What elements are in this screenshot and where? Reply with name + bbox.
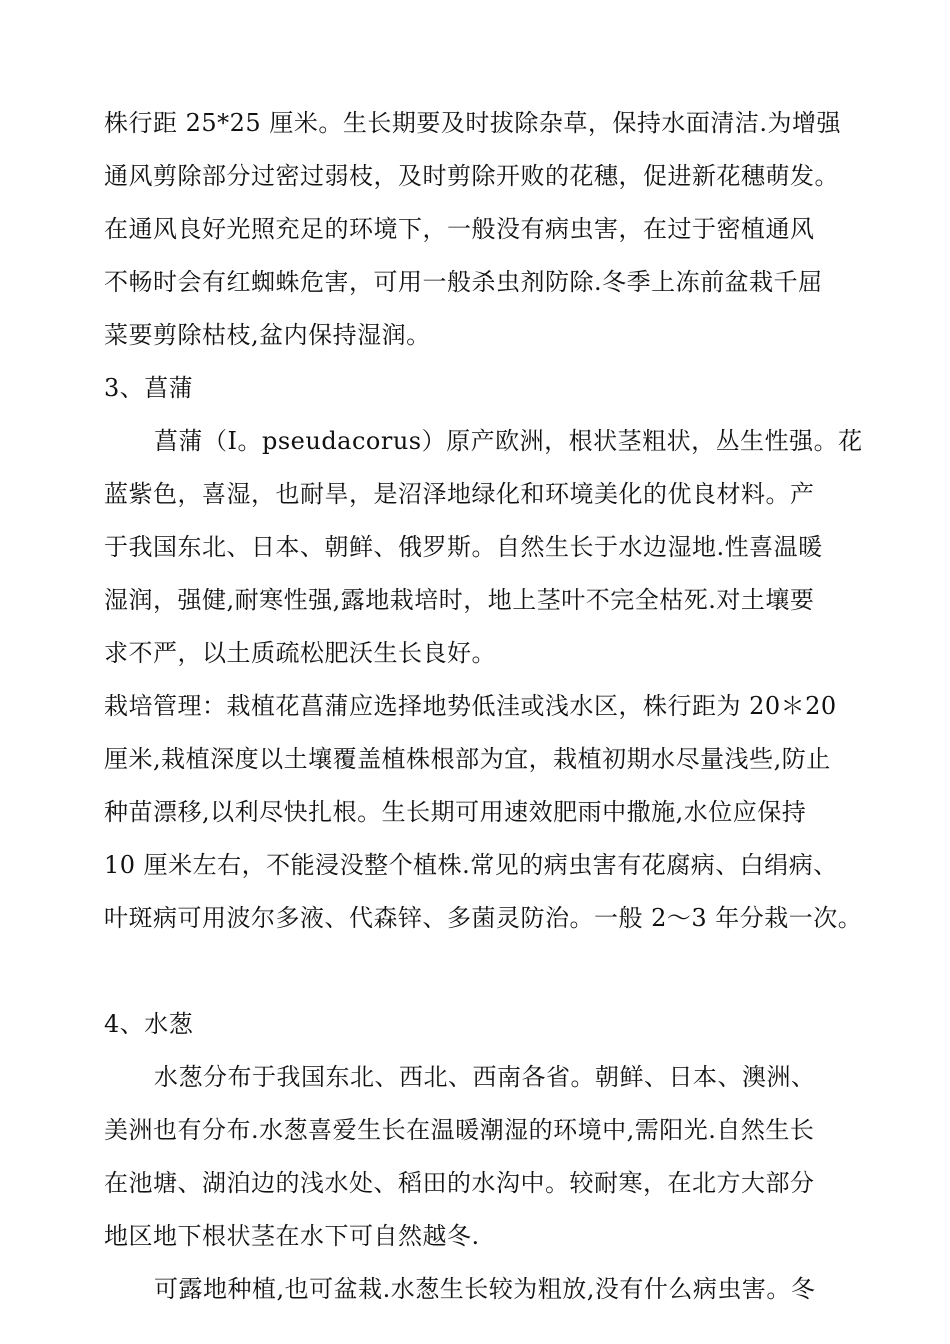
text-line: 栽培管理：栽植花菖蒲应选择地势低洼或浅水区，株行距为 20＊20 <box>104 692 837 720</box>
text-line: 通风剪除部分过密过弱枝，及时剪除开败的花穗，促进新花穗萌发。 <box>104 162 839 190</box>
text-line: 10 厘米左右，不能浸没整个植株.常见的病虫害有花腐病、白绢病、 <box>104 851 838 879</box>
text-line: 菖蒲（I。pseudacorus）原产欧洲，根状茎粗状，丛生性强。花 <box>154 427 863 455</box>
text-line: 于我国东北、日本、朝鲜、俄罗斯。自然生长于水边湿地.性喜温暖 <box>104 533 823 561</box>
blank-line <box>104 951 874 1004</box>
paragraph-calamus-intro <box>104 421 874 686</box>
text-line: 在池塘、湖泊边的浅水处、稻田的水沟中。较耐寒，在北方大部分 <box>104 1169 815 1197</box>
paragraph-continuation <box>104 103 874 368</box>
text-line: 地区地下根状茎在水下可自然越冬. <box>104 1222 480 1250</box>
text-line: 美洲也有分布.水葱喜爱生长在温暖潮湿的环境中,需阳光.自然生长 <box>104 1116 815 1144</box>
text-line: 蓝紫色，喜湿，也耐旱，是沼泽地绿化和环境美化的优良材料。产 <box>104 480 815 508</box>
section-heading-3: 3、菖蒲 <box>104 374 194 402</box>
text-line: 湿润，强健,耐寒性强,露地栽培时，地上茎叶不完全枯死.对土壤要 <box>104 586 815 614</box>
paragraph-bulrush-cultivation <box>104 1269 874 1322</box>
paragraph-bulrush-intro <box>104 1057 874 1269</box>
section-heading-4: 4、水葱 <box>104 1010 194 1038</box>
text-line: 菜要剪除枯枝,盆内保持湿润。 <box>104 321 431 349</box>
text-line: 株行距 25*25 厘米。生长期要及时拔除杂草，保持水面清洁.为增强 <box>104 109 841 137</box>
paragraph-calamus-management <box>104 686 874 951</box>
text-line: 在通风良好光照充足的环境下，一般没有病虫害，在过于密植通风 <box>104 215 815 243</box>
text-line: 种苗漂移,以利尽快扎根。生长期可用速效肥雨中撒施,水位应保持 <box>104 798 807 826</box>
text-line: 水葱分布于我国东北、西北、西南各省。朝鲜、日本、澳洲、 <box>154 1063 816 1091</box>
text-line: 可露地种植,也可盆栽.水葱生长较为粗放,没有什么病虫害。冬 <box>154 1275 816 1303</box>
document-page <box>104 103 874 1322</box>
text-line: 不畅时会有红蜘蛛危害，可用一般杀虫剂防除.冬季上冻前盆栽千屈 <box>104 268 823 296</box>
text-line: 厘米,栽植深度以土壤覆盖植株根部为宜，栽植初期水尽量浅些,防止 <box>104 745 831 773</box>
text-line: 求不严，以土质疏松肥沃生长良好。 <box>104 639 496 667</box>
text-line: 叶斑病可用波尔多液、代森锌、多菌灵防治。一般 2～3 年分栽一次。 <box>104 904 863 932</box>
